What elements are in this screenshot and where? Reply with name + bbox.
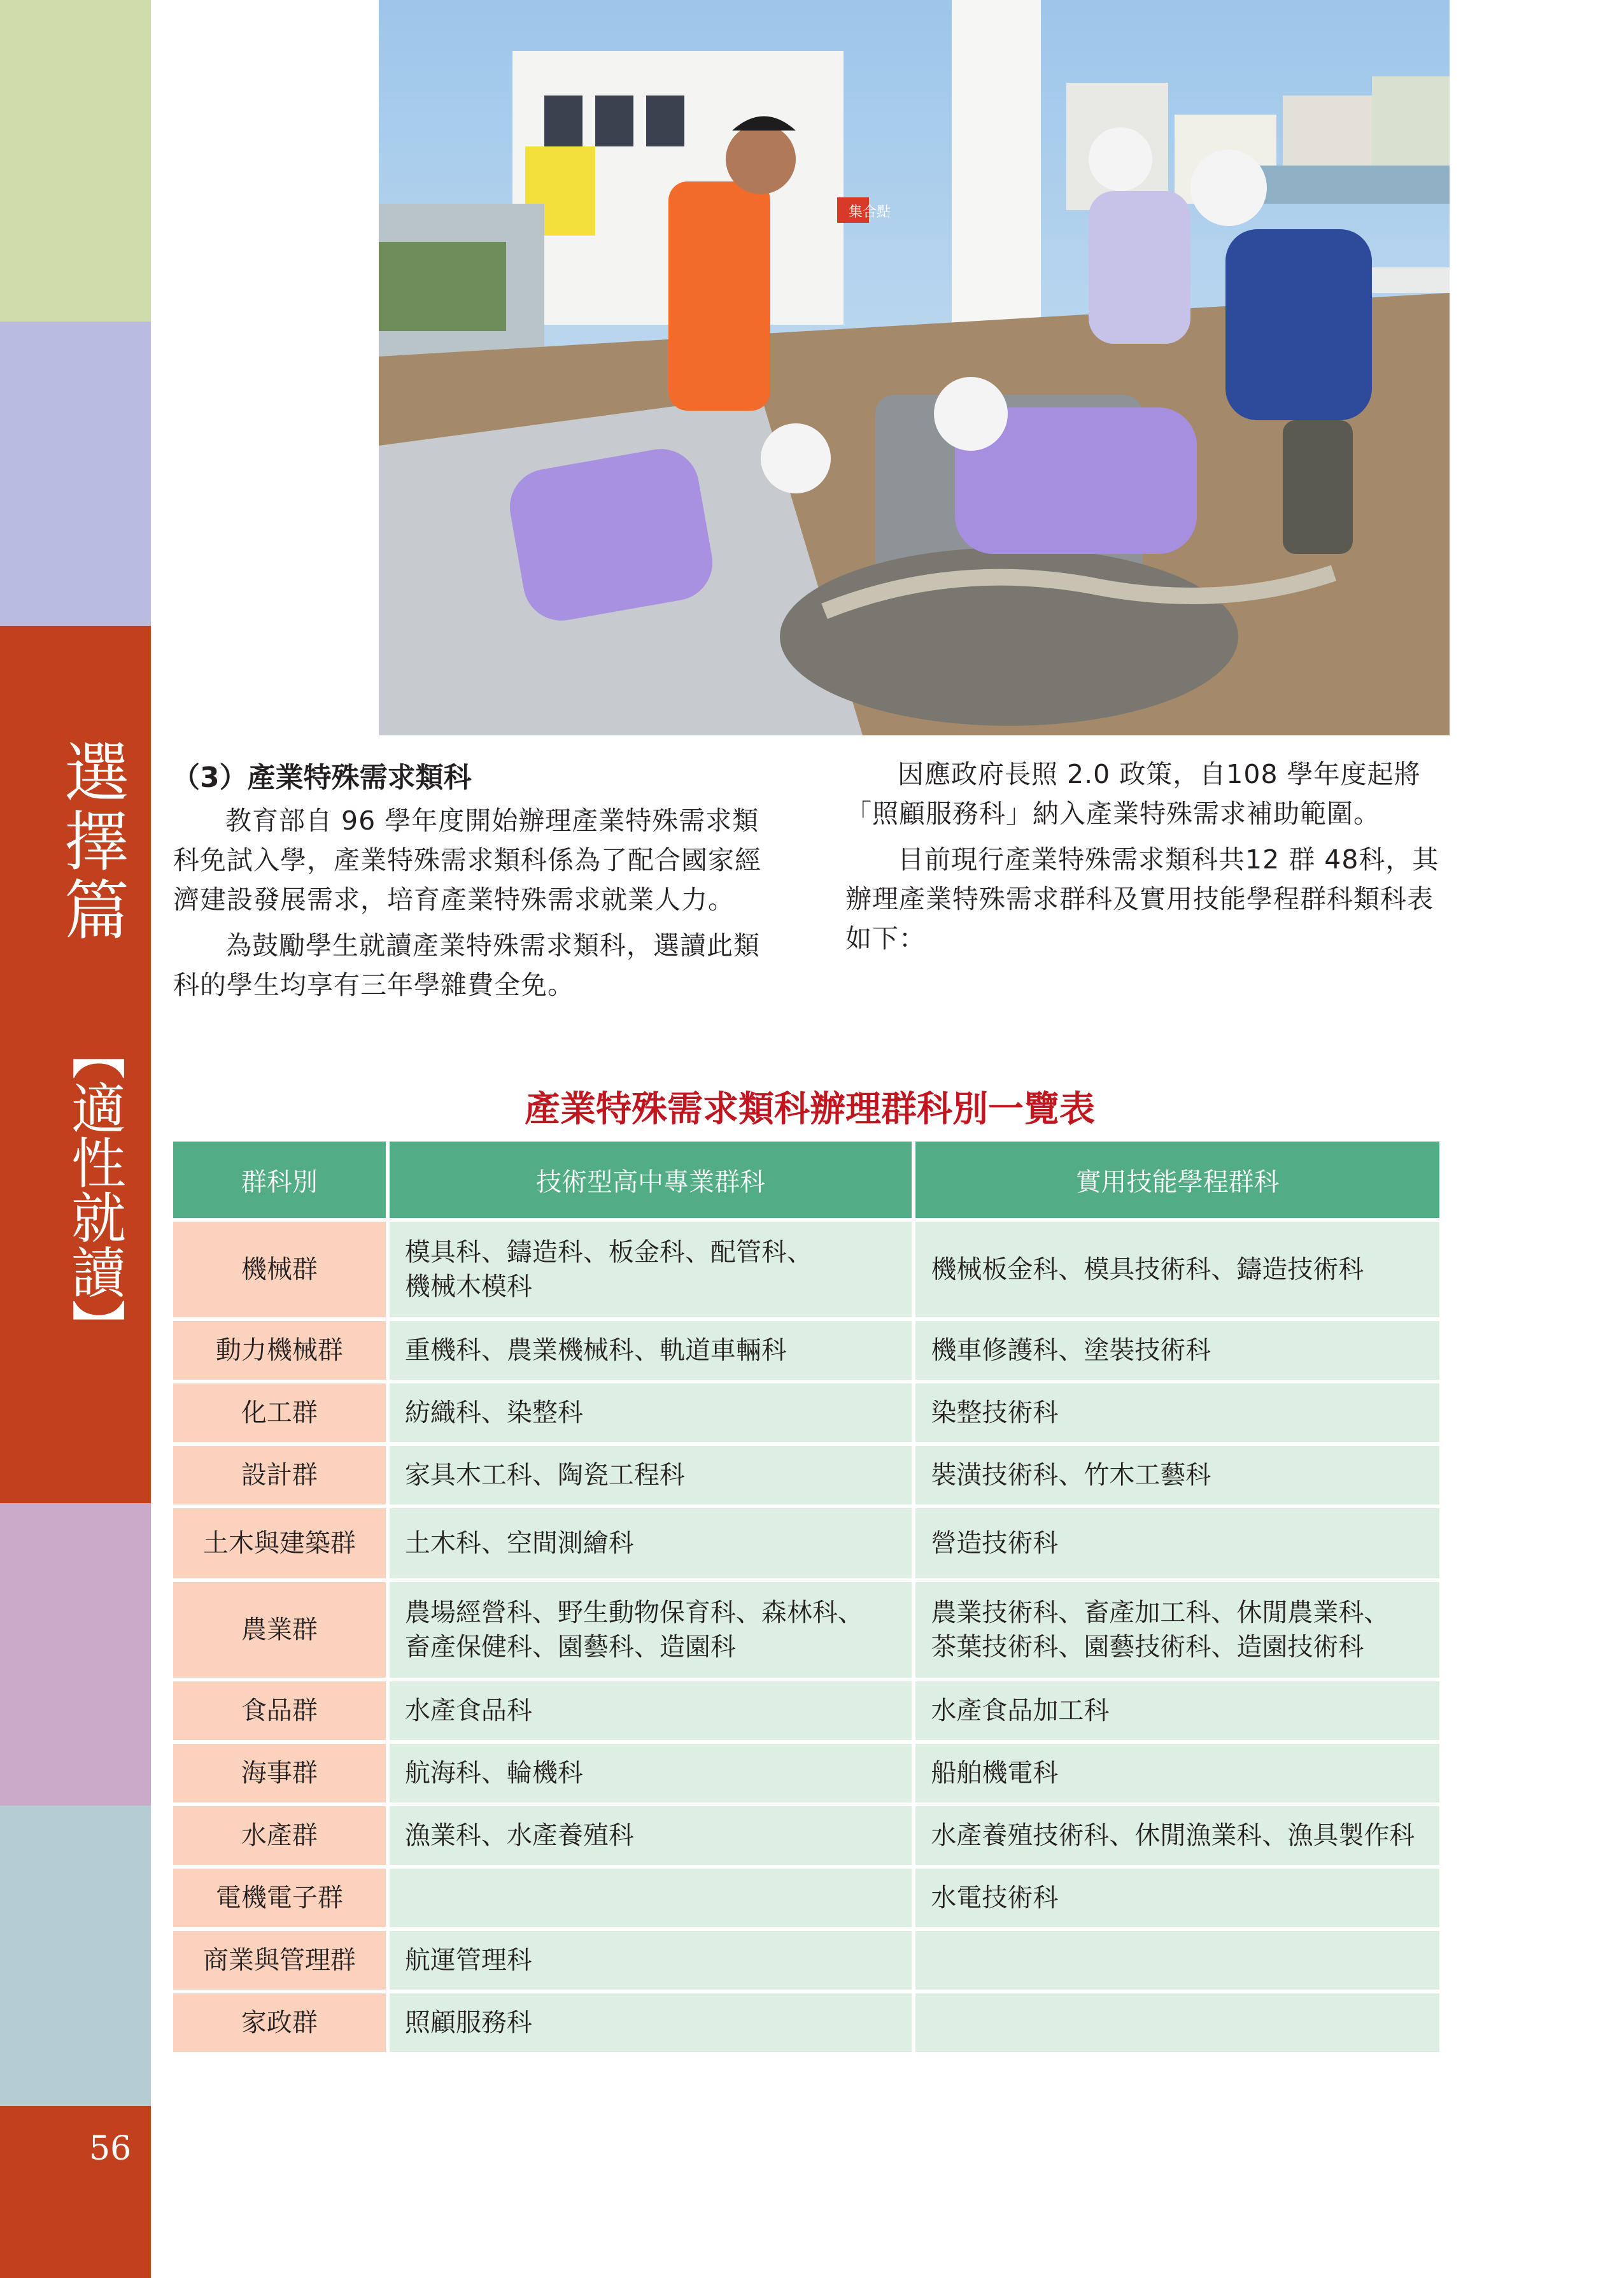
table-row — [173, 1993, 1439, 2052]
chapter-title: 選擇篇 — [53, 739, 129, 945]
group-cell: 海事群 — [173, 1744, 386, 1802]
table-row — [173, 1931, 1439, 1990]
column-header: 實用技能學程群科 — [915, 1142, 1439, 1218]
group-cell: 水產群 — [173, 1806, 386, 1865]
sidebar — [0, 0, 151, 2278]
tech-cell: 家具木工科、陶瓷工程科 — [390, 1446, 912, 1504]
right-column — [845, 754, 1450, 965]
table-row — [173, 1806, 1439, 1865]
paragraph: 教育部自 96 學年度開始辦理產業特殊需求類科免試入學，產業特殊需求類科係為了配合國家經濟建設發展需求，培育產業特殊需求就業人力。 — [173, 805, 761, 915]
table-row — [173, 1869, 1439, 1927]
sidebar-band-green — [0, 0, 151, 322]
paragraph: 為鼓勵學生就讀產業特殊需求類科，選讀此類科的學生均享有三年學雜費全免。 — [173, 930, 760, 1000]
photo-sign-label: 集合點 — [849, 204, 891, 220]
group-cell: 化工群 — [173, 1383, 386, 1442]
tech-cell: 航運管理科 — [390, 1931, 912, 1990]
group-cell: 機械群 — [173, 1222, 386, 1317]
department-table — [169, 1138, 1443, 2056]
group-cell: 食品群 — [173, 1681, 386, 1740]
sidebar-band-blue — [0, 322, 151, 626]
group-cell: 電機電子群 — [173, 1869, 386, 1927]
tech-cell: 水產食品科 — [390, 1681, 912, 1740]
practical-cell: 營造技術科 — [915, 1508, 1439, 1578]
table-row — [173, 1446, 1439, 1504]
table-row — [173, 1321, 1439, 1380]
table-body — [173, 1222, 1439, 2052]
practical-cell: 水產食品加工科 — [915, 1681, 1439, 1740]
tech-cell: 土木科、空間測繪科 — [390, 1508, 912, 1578]
practical-cell: 水產養殖技術科、休閒漁業科、漁具製作科 — [915, 1806, 1439, 1865]
practical-cell: 機械板金科、模具技術科、鑄造技術科 — [915, 1222, 1439, 1317]
sidebar-band-purple — [0, 1503, 151, 1806]
page-number: 56 — [89, 2130, 132, 2168]
group-cell: 農業群 — [173, 1582, 386, 1678]
column-header: 群科別 — [173, 1142, 386, 1218]
table-header-row — [173, 1142, 1439, 1218]
tech-cell: 紡織科、染整科 — [390, 1383, 912, 1442]
table-title: 產業特殊需求類科辦理群科別一覽表 — [525, 1088, 1095, 1130]
table-row — [173, 1222, 1439, 1317]
practical-cell: 染整技術科 — [915, 1383, 1439, 1442]
group-cell: 動力機械群 — [173, 1321, 386, 1380]
tech-cell — [390, 1869, 912, 1927]
tech-cell: 航海科、輪機科 — [390, 1744, 912, 1802]
group-cell: 設計群 — [173, 1446, 386, 1504]
sidebar-band-teal — [0, 1806, 151, 2106]
section-heading: （3）產業特殊需求類科 — [172, 761, 472, 794]
practical-cell — [915, 1993, 1439, 2052]
paragraph: 目前現行產業特殊需求類科共12 群 48科，其辦理產業特殊需求群科及實用技能學程群科類科表如下： — [845, 844, 1439, 954]
practical-cell: 機車修護科、塗裝技術科 — [915, 1321, 1439, 1380]
photo-illustration — [379, 0, 1450, 735]
practical-cell — [915, 1931, 1439, 1990]
practical-cell: 水電技術科 — [915, 1869, 1439, 1927]
left-column — [173, 801, 778, 1011]
column-header: 技術型高中專業群科 — [390, 1142, 912, 1218]
group-cell: 土木與建築群 — [173, 1508, 386, 1578]
practical-cell: 裝潢技術科、竹木工藝科 — [915, 1446, 1439, 1504]
table-row — [173, 1508, 1439, 1578]
practical-cell: 船舶機電科 — [915, 1744, 1439, 1802]
tech-cell: 照顧服務科 — [390, 1993, 912, 2052]
table-row — [173, 1744, 1439, 1802]
table-row — [173, 1582, 1439, 1678]
paragraph: 因應政府長照 2.0 政策，自108 學年度起將「照顧服務科」納入產業特殊需求補助範圍。 — [845, 759, 1421, 829]
tech-cell: 農場經營科、野生動物保育科、森林科、 畜產保健科、園藝科、造園科 — [390, 1582, 912, 1678]
tech-cell: 重機科、農業機械科、軌道車輛科 — [390, 1321, 912, 1380]
table-row — [173, 1681, 1439, 1740]
ship-deck-photo — [379, 0, 1450, 735]
chapter-subtitle: 【適性就讀】 — [62, 1025, 125, 1354]
group-cell: 家政群 — [173, 1993, 386, 2052]
group-cell: 商業與管理群 — [173, 1931, 386, 1990]
practical-cell: 農業技術科、畜產加工科、休閒農業科、 茶葉技術科、園藝技術科、造園技術科 — [915, 1582, 1439, 1678]
table-row — [173, 1383, 1439, 1442]
tech-cell: 模具科、鑄造科、板金科、配管科、 機械木模科 — [390, 1222, 912, 1317]
tech-cell: 漁業科、水產養殖科 — [390, 1806, 912, 1865]
